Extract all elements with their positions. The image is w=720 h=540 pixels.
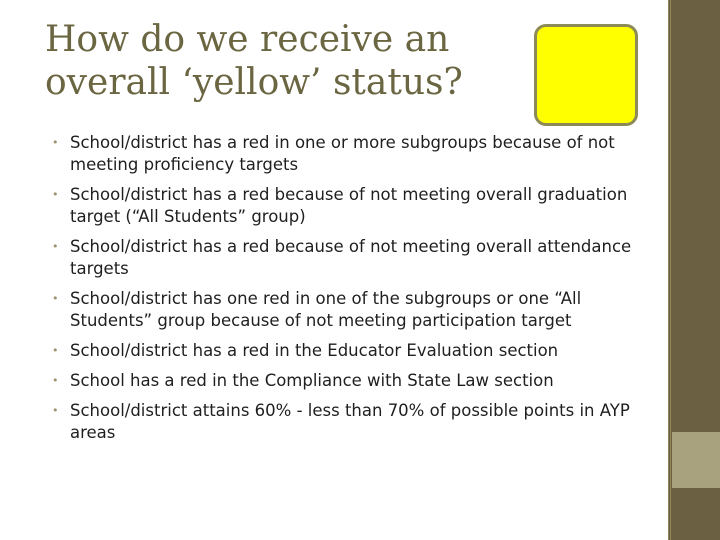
side-band-accent — [672, 432, 720, 488]
bullet-marker-icon: • — [52, 292, 59, 305]
bullet-item — [52, 400, 648, 444]
bullet-marker-icon: • — [52, 404, 59, 417]
bullet-marker-icon: • — [52, 374, 59, 387]
slide-title: How do we receive an overall ‘yellow’ status? — [45, 19, 463, 103]
bullet-text: School has a red in the Compliance with State Law section — [70, 371, 554, 390]
bullet-list — [52, 132, 648, 452]
bullet-marker-icon: • — [52, 136, 59, 149]
bullet-text: School/district has a red because of not meeting overall graduation target (“All Students” group) — [70, 185, 628, 226]
bullet-text: School/district has a red because of not meeting overall attendance targets — [70, 237, 632, 278]
bullet-text: School/district has a red in the Educator Evaluation section — [70, 341, 559, 360]
bullet-marker-icon: • — [52, 240, 59, 253]
bullet-text: School/district has one red in one of the subgroups or one “All Students” group because of not meeting participation target — [70, 289, 582, 330]
bullet-item — [52, 370, 648, 392]
bullet-item — [52, 132, 648, 176]
side-band-lines — [668, 0, 671, 540]
bullet-item — [52, 236, 648, 280]
bullet-marker-icon: • — [52, 188, 59, 201]
yellow-status-box — [534, 24, 638, 126]
bullet-item — [52, 340, 648, 362]
bullet-text: School/district has a red in one or more subgroups because of not meeting proficiency targets — [70, 133, 615, 174]
bullet-item — [52, 288, 648, 332]
bullet-item — [52, 184, 648, 228]
bullet-text: School/district attains 60% - less than 70% of possible points in AYP areas — [70, 401, 630, 442]
bullet-marker-icon: • — [52, 344, 59, 357]
